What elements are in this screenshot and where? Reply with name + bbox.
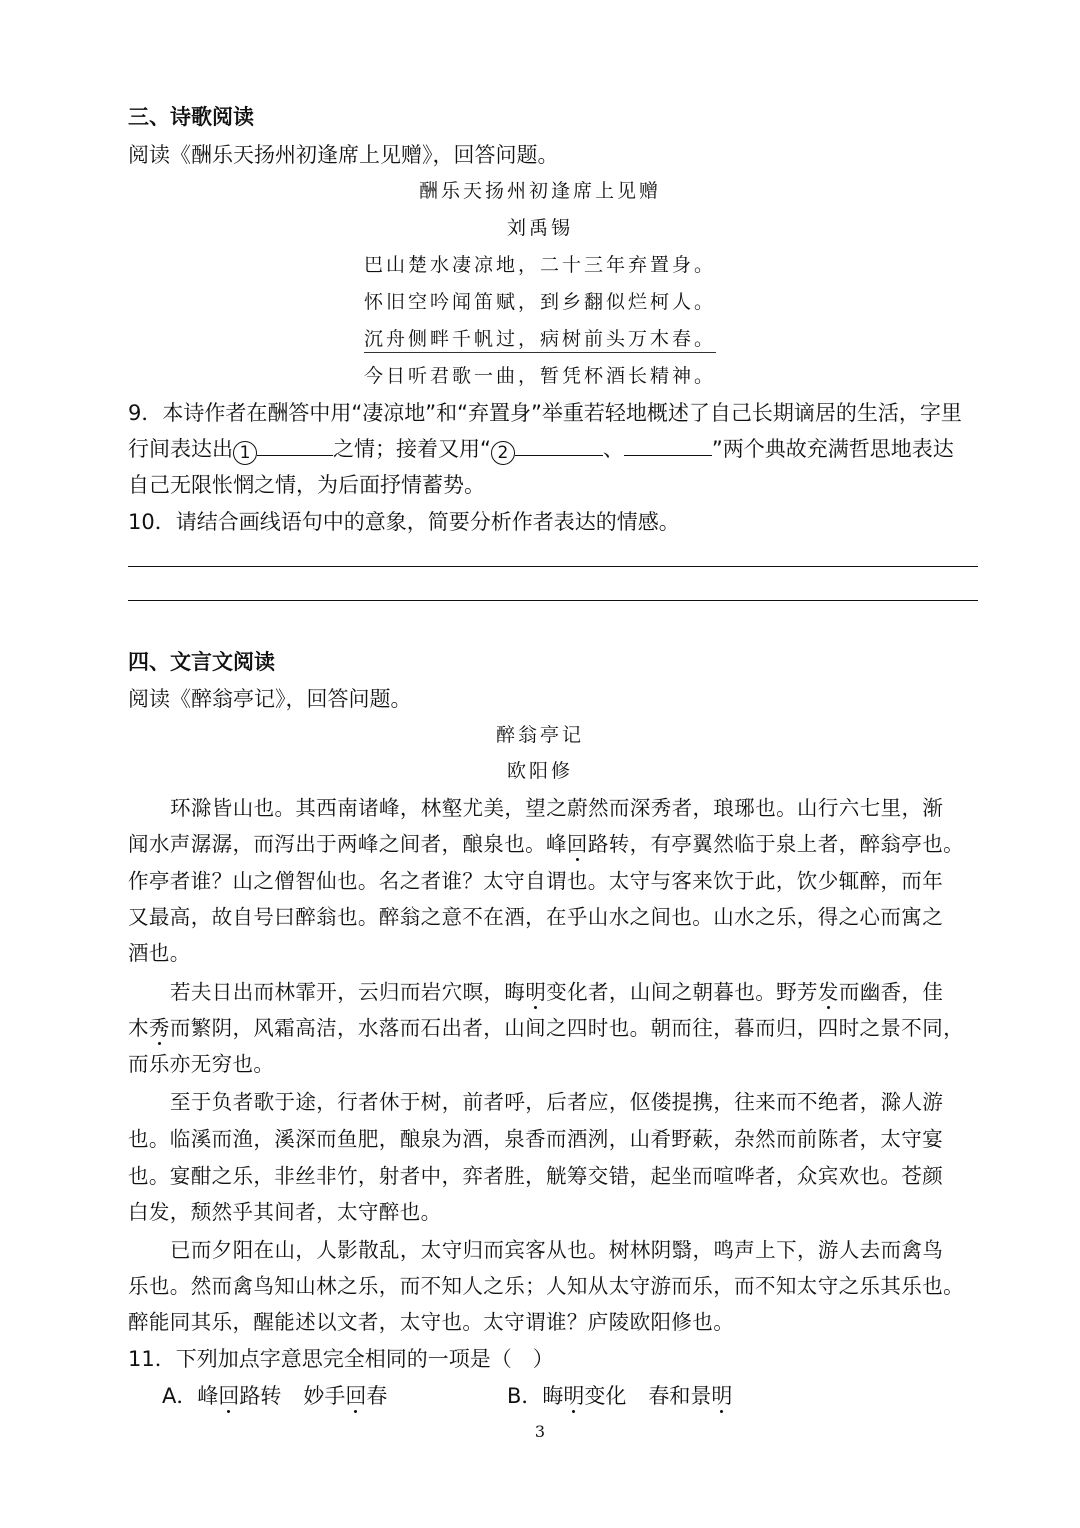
section-heading-classical: 四、文言文阅读 (128, 650, 275, 674)
poem-line: 怀旧空吟闻笛赋，到乡翻似烂柯人。 (363, 291, 716, 313)
circled-number-2: 2 (491, 441, 515, 465)
answer-blank-2b[interactable] (624, 435, 712, 456)
poem-author: 刘禹锡 (506, 217, 573, 239)
option-a[interactable] (162, 1381, 387, 1411)
poem-title: 酬乐天扬州初逢席上见赠 (418, 180, 661, 202)
paragraph-1-line: 又最高，故自号曰醉翁也。醉翁之意不在酒，在乎山水之间也。山水之乐，得之心而寓之 (128, 905, 944, 929)
text-span: 路转 (239, 1384, 282, 1408)
option-label: B． (507, 1384, 543, 1408)
answer-line-2[interactable] (128, 600, 978, 601)
text-span: 闻水声潺潺，而泻出于两峰之间者，酿泉也。峰 (128, 832, 567, 856)
question-9-line3: 自己无限怅惘之情，为后面抒情蓄势。 (128, 473, 485, 497)
answer-line-1[interactable] (128, 566, 978, 567)
text-span: 木 (128, 1016, 149, 1040)
circled-number-1: 1 (233, 441, 257, 465)
paragraph-1-line (128, 829, 980, 859)
classical-intro: 阅读《醉翁亭记》，回答问题。 (128, 687, 412, 711)
poem-line: 今日听君歌一曲，暂凭杯酒长精神。 (363, 365, 716, 387)
text-span: 而幽香，佳 (838, 980, 944, 1004)
paragraph-4-line: 已而夕阳在山，人影散乱，太守归而宾客从也。树林阴翳，鸣声上下，游人去而禽鸟 (170, 1238, 944, 1262)
paragraph-3-line: 至于负者歌于途，行者休于树，前者呼，后者应，伛偻提携，往来而不绝者，滁人游 (170, 1090, 944, 1114)
emphasized-char: 明 (525, 980, 547, 1004)
paragraph-4-line: 醉能同其乐，醒能述以文者，太守也。太守谓谁？庐陵欧阳修也。 (128, 1310, 735, 1334)
question-9-line2 (128, 434, 954, 465)
poem-line: 巴山楚水凄凉地，二十三年弃置身。 (363, 254, 716, 276)
text-title: 醉翁亭记 (495, 724, 584, 746)
question-10: 10．请结合画线语句中的意象，简要分析作者表达的情感。 (128, 510, 680, 534)
paragraph-3-line: 也。临溪而渔，溪深而鱼肥，酿泉为酒，泉香而酒洌，山肴野蔌，杂然而前陈者，太守宴 (128, 1127, 944, 1151)
answer-blank-1[interactable] (257, 435, 333, 456)
question-9-line1: 9．本诗作者在酬答中用“凄凉地”和“弃置身”举重若轻地概述了自己长期谪居的生活，字里 (128, 401, 962, 425)
text-span: 妙手 (303, 1384, 346, 1408)
emphasized-char: 发 (817, 980, 839, 1004)
paragraph-2-line (128, 1013, 980, 1043)
paragraph-1-line: 作亭者谁？山之僧智仙也。名之者谁？太守自谓也。太守与客来饮于此，饮少辄醉，而年 (128, 869, 944, 893)
text-span: 而繁阴，风霜高洁，水落而石出者，山间之四时也。朝而往，暮而归，四时之景不同， (169, 1016, 965, 1040)
paragraph-3-line: 也。宴酣之乐，非丝非竹，射者中，弈者胜，觥筹交错，起坐而喧哗者，众宾欢也。苍颜 (128, 1164, 944, 1188)
emphasized-char: 明 (563, 1384, 585, 1408)
paragraph-2-line: 而乐亦无穷也。 (128, 1052, 275, 1076)
text-span: 春 (366, 1384, 388, 1408)
q9-text: 、 (602, 437, 624, 461)
q9-text: 行间表达出 (128, 437, 233, 461)
emphasized-char: 秀 (148, 1016, 170, 1040)
q9-text: 之情；接着又用“ (333, 437, 491, 461)
emphasized-char: 回 (218, 1384, 240, 1408)
option-b[interactable] (507, 1381, 732, 1411)
emphasized-char: 明 (711, 1384, 733, 1408)
text-span: 变化者，山间之朝暮也。野芳 (546, 980, 818, 1004)
text-span: 峰 (197, 1384, 219, 1408)
paragraph-1-line: 环滁皆山也。其西南诸峰，林壑尤美，望之蔚然而深秀者，琅琊也。山行六七里，渐 (170, 796, 944, 820)
text-span: 春和景 (648, 1384, 712, 1408)
paragraph-1-line: 酒也。 (128, 941, 191, 965)
text-span: 路转，有亭翼然临于泉上者，醉翁亭也。 (587, 832, 965, 856)
q9-text: ”两个典故充满哲思地表达 (711, 437, 954, 461)
paragraph-4-line: 乐也。然而禽鸟知山林之乐，而不知人之乐；人知从太守游而乐，而不知太守之乐其乐也。 (128, 1274, 964, 1298)
poem-line-underlined (0, 324, 1080, 354)
text-author: 欧阳修 (506, 760, 573, 782)
answer-blank-2a[interactable] (515, 435, 603, 456)
emphasized-char: 回 (345, 1384, 367, 1408)
text-span: 若夫日出而林霏开，云归而岩穴暝，晦 (170, 980, 526, 1004)
question-11: 11．下列加点字意思完全相同的一项是（ ） (128, 1347, 554, 1371)
section-heading-poetry: 三、诗歌阅读 (128, 105, 254, 129)
text-span: 变化 (584, 1384, 627, 1408)
page-number: 3 (534, 1422, 546, 1441)
text-span: 晦 (542, 1384, 564, 1408)
emphasized-char: 回 (566, 832, 588, 856)
paragraph-3-line: 白发，颓然乎其间者，太守醉也。 (128, 1200, 442, 1224)
poetry-intro: 阅读《酬乐天扬州初逢席上见赠》，回答问题。 (128, 143, 559, 167)
paragraph-2-line (128, 977, 1022, 1007)
underlined-text: 沉舟侧畔千帆过，病树前头万木春。 (364, 328, 716, 353)
option-label: A． (162, 1384, 198, 1408)
